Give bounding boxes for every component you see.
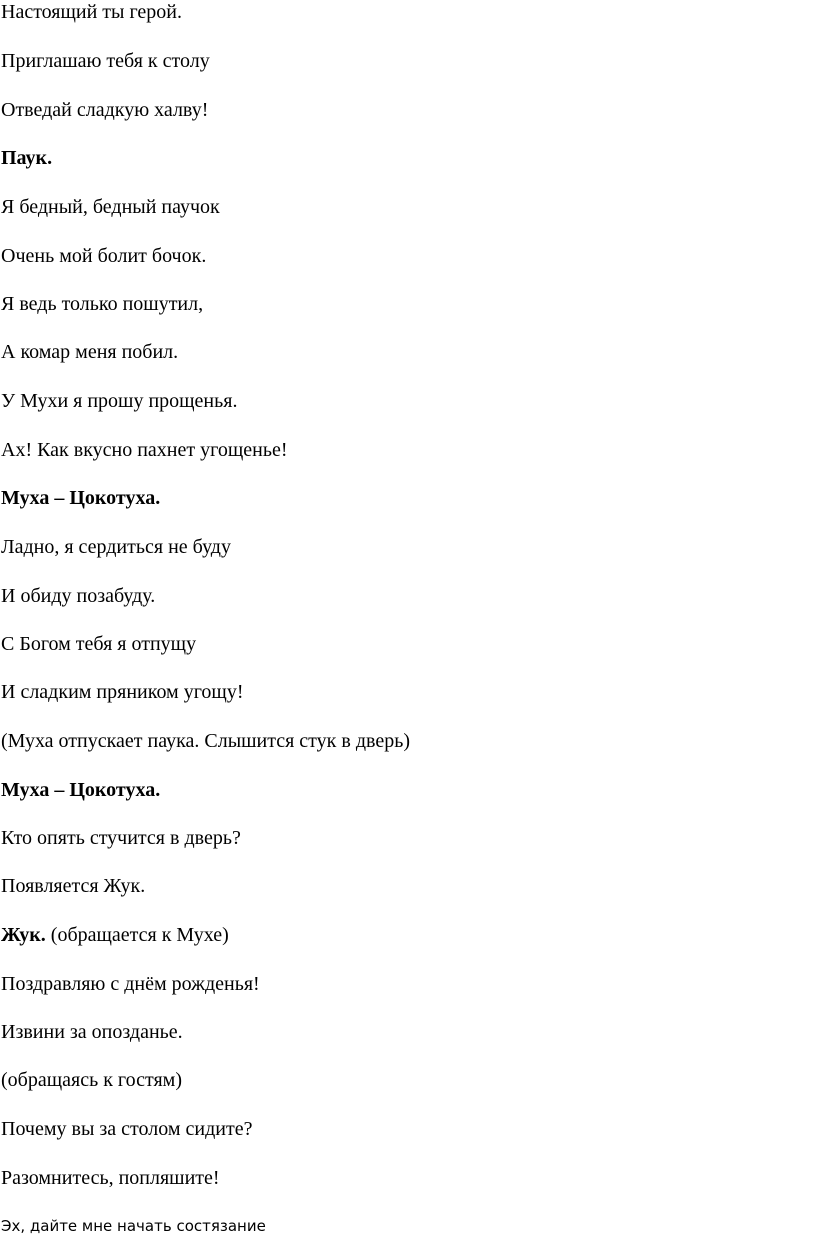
speaker-heading: Паук. (1, 147, 53, 169)
text-line: Ах! Как вкусно пахнет угощенье! (1, 439, 288, 461)
text-line: Я бедный, бедный паучок (1, 196, 220, 218)
text-line: И обиду позабуду. (1, 585, 156, 607)
text-line: Поздравляю с днём рожденья! (1, 973, 260, 995)
text-line: У Мухи я прошу прощенья. (1, 390, 238, 412)
text-line: Настоящий ты герой. (1, 1, 182, 23)
speaker-line (1, 923, 229, 947)
text-line: Почему вы за столом сидите? (1, 1118, 253, 1140)
text-line: Ладно, я сердиться не буду (1, 536, 231, 558)
speaker-heading: Муха – Цокотуха. (1, 779, 161, 801)
text-line: Приглашаю тебя к столу (1, 50, 210, 72)
text-line: Очень мой болит бочок. (1, 245, 207, 267)
text-line: И сладким пряником угощу! (1, 681, 244, 703)
text-line: Эх, дайте мне начать состязание (1, 1217, 266, 1235)
text-line: Я ведь только пошутил, (1, 293, 204, 315)
text-line: Разомнитесь, попляшите! (1, 1167, 220, 1189)
text-line: Кто опять стучится в дверь? (1, 827, 241, 849)
stage-direction: (обращаясь к гостям) (1, 1069, 182, 1091)
text-line: А комар меня побил. (1, 341, 179, 363)
text-line: Отведай сладкую халву! (1, 99, 209, 121)
stage-direction: (обращается к Мухе) (50, 924, 229, 946)
text-line: Извини за опозданье. (1, 1021, 183, 1043)
speaker-name: Жук. (1, 924, 46, 946)
stage-direction: Появляется Жук. (1, 875, 146, 897)
stage-direction: (Муха отпускает паука. Слышится стук в дверь) (1, 730, 410, 752)
text-line: С Богом тебя я отпущу (1, 633, 197, 655)
speaker-heading: Муха – Цокотуха. (1, 487, 161, 509)
